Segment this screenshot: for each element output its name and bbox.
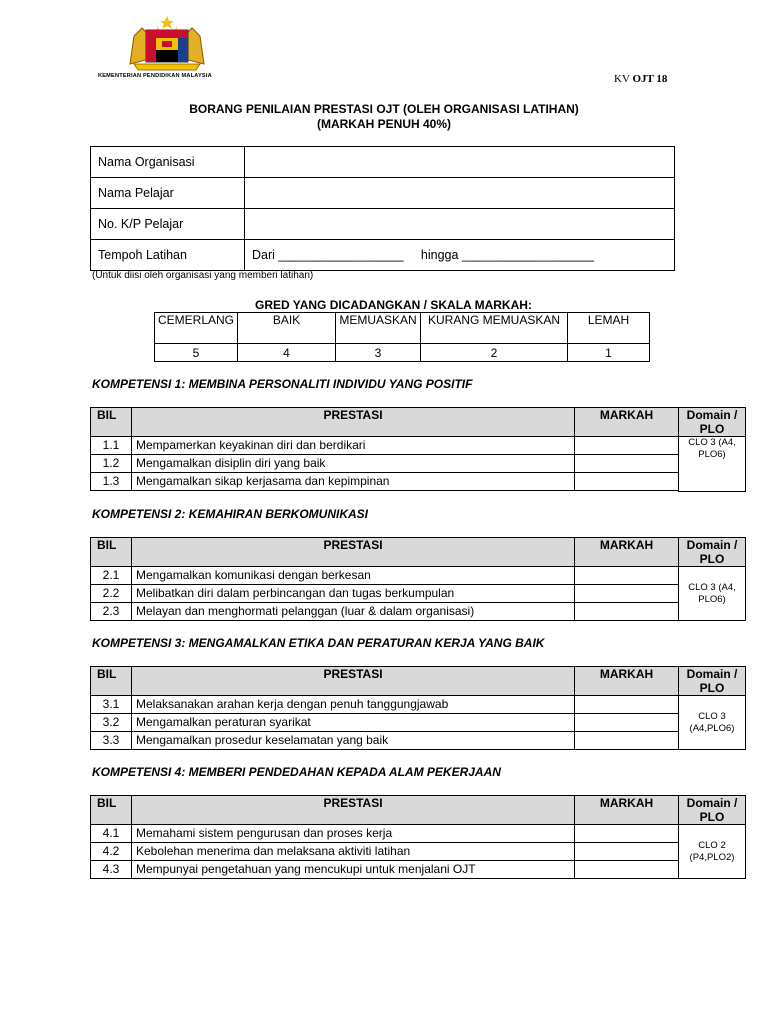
grade-value: 2 [421, 344, 568, 362]
item-text: Mempunyai pengetahuan yang mencukupi untuk menjalani OJT [132, 861, 575, 879]
item-number: 1.1 [91, 437, 132, 455]
mark-cell[interactable] [575, 843, 679, 861]
student-ic-field[interactable] [245, 209, 675, 240]
header-prestasi: PRESTASI [132, 408, 575, 437]
table-row [91, 714, 746, 732]
item-number: 2.3 [91, 603, 132, 621]
table-row [91, 696, 746, 714]
table-row [91, 473, 746, 491]
table-row [91, 732, 746, 750]
info-label: Tempoh Latihan [91, 240, 245, 271]
competency-2-title: KOMPETENSI 2: KEMAHIRAN BERKOMUNIKASI [92, 507, 369, 521]
table-row [91, 585, 746, 603]
mark-cell[interactable] [575, 603, 679, 621]
item-text: Mengamalkan disiplin diri yang baik [132, 455, 575, 473]
mark-cell[interactable] [575, 861, 679, 879]
info-label: Nama Pelajar [91, 178, 245, 209]
table-row [91, 843, 746, 861]
competency-2-table [90, 537, 746, 621]
student-info-table [90, 146, 675, 271]
domain-plo: CLO 2 (P4,PLO2) [679, 825, 746, 879]
grade-value: 5 [155, 344, 238, 362]
mark-cell[interactable] [575, 825, 679, 843]
header-domain: Domain / PLO [679, 667, 746, 696]
mark-cell[interactable] [575, 437, 679, 455]
info-row-ic [91, 209, 675, 240]
mark-cell[interactable] [575, 455, 679, 473]
header-domain: Domain / PLO [679, 408, 746, 437]
domain-plo: CLO 3 (A4, PLO6) [679, 567, 746, 621]
item-number: 4.2 [91, 843, 132, 861]
header-bil: BIL [91, 408, 132, 437]
table-row [91, 567, 746, 585]
table-row [91, 825, 746, 843]
mark-cell[interactable] [575, 696, 679, 714]
info-label: No. K/P Pelajar [91, 209, 245, 240]
grade-value: 1 [568, 344, 650, 362]
grade-value: 4 [238, 344, 336, 362]
header-prestasi: PRESTASI [132, 667, 575, 696]
table-row [91, 861, 746, 879]
item-text: Mengamalkan komunikasi dengan berkesan [132, 567, 575, 585]
student-name-field[interactable] [245, 178, 675, 209]
header-markah: MARKAH [575, 796, 679, 825]
info-label: Nama Organisasi [91, 147, 245, 178]
grade-label: MEMUASKAN [336, 313, 421, 344]
competency-1-title: KOMPETENSI 1: MEMBINA PERSONALITI INDIVIDU YANG POSITIF [92, 377, 473, 391]
header-bil: BIL [91, 796, 132, 825]
header-prestasi: PRESTASI [132, 538, 575, 567]
mark-cell[interactable] [575, 732, 679, 750]
item-number: 3.3 [91, 732, 132, 750]
grade-value: 3 [336, 344, 421, 362]
form-code: KV OJT 18 [614, 73, 668, 85]
item-number: 1.2 [91, 455, 132, 473]
item-number: 2.2 [91, 585, 132, 603]
item-text: Kebolehan menerima dan melaksana aktiviti latihan [132, 843, 575, 861]
header-markah: MARKAH [575, 667, 679, 696]
mark-cell[interactable] [575, 585, 679, 603]
domain-plo: CLO 3 (A4, PLO6) [679, 437, 746, 492]
ministry-name: KEMENTERIAN PENDIDIKAN MALAYSIA [98, 73, 212, 79]
ministry-crest-logo [122, 14, 212, 72]
table-row [91, 437, 746, 455]
competency-1-table [90, 407, 746, 492]
grade-scale-table [154, 312, 650, 362]
header-domain: Domain / PLO [679, 538, 746, 567]
table-row [91, 603, 746, 621]
mark-cell[interactable] [575, 567, 679, 585]
grade-scale-title: GRED YANG DICADANGKAN / SKALA MARKAH: [255, 298, 532, 312]
item-text: Melaksanakan arahan kerja dengan penuh tanggungjawab [132, 696, 575, 714]
item-number: 3.1 [91, 696, 132, 714]
item-text: Mengamalkan sikap kerjasama dan kepimpinan [132, 473, 575, 491]
training-period-field[interactable]: Dari __________________ hingga ___________________ [245, 240, 675, 271]
item-number: 2.1 [91, 567, 132, 585]
grade-label: KURANG MEMUASKAN [421, 313, 568, 344]
info-row-student [91, 178, 675, 209]
header-domain: Domain / PLO [679, 796, 746, 825]
item-text: Mengamalkan peraturan syarikat [132, 714, 575, 732]
item-number: 4.1 [91, 825, 132, 843]
competency-4-table [90, 795, 746, 879]
competency-3-table [90, 666, 746, 750]
item-number: 4.3 [91, 861, 132, 879]
competency-3-title: KOMPETENSI 3: MENGAMALKAN ETIKA DAN PERATURAN KERJA YANG BAIK [92, 636, 545, 650]
grade-label: BAIK [238, 313, 336, 344]
mark-cell[interactable] [575, 473, 679, 491]
header-bil: BIL [91, 538, 132, 567]
header-bil: BIL [91, 667, 132, 696]
info-row-period [91, 240, 675, 271]
header-markah: MARKAH [575, 538, 679, 567]
table-row [91, 455, 746, 473]
form-subtitle: (MARKAH PENUH 40%) [316, 117, 451, 131]
header-prestasi: PRESTASI [132, 796, 575, 825]
item-text: Memahami sistem pengurusan dan proses kerja [132, 825, 575, 843]
item-number: 1.3 [91, 473, 132, 491]
organisation-name-field[interactable] [245, 147, 675, 178]
form-title: BORANG PENILAIAN PRESTASI OJT (OLEH ORGANISASI LATIHAN) [189, 102, 579, 116]
header-markah: MARKAH [575, 408, 679, 437]
item-text: Melayan dan menghormati pelanggan (luar & dalam organisasi) [132, 603, 575, 621]
mark-cell[interactable] [575, 714, 679, 732]
info-note: (Untuk diisi oleh organisasi yang memberi latihan) [92, 270, 314, 281]
item-text: Melibatkan diri dalam perbincangan dan tugas berkumpulan [132, 585, 575, 603]
domain-plo: CLO 3 (A4,PLO6) [679, 696, 746, 750]
grade-label: CEMERLANG [155, 313, 238, 344]
info-row-organisation [91, 147, 675, 178]
item-text: Mengamalkan prosedur keselamatan yang baik [132, 732, 575, 750]
competency-4-title: KOMPETENSI 4: MEMBERI PENDEDAHAN KEPADA ALAM PEKERJAAN [92, 765, 501, 779]
grade-label: LEMAH [568, 313, 650, 344]
item-text: Mempamerkan keyakinan diri dan berdikari [132, 437, 575, 455]
item-number: 3.2 [91, 714, 132, 732]
